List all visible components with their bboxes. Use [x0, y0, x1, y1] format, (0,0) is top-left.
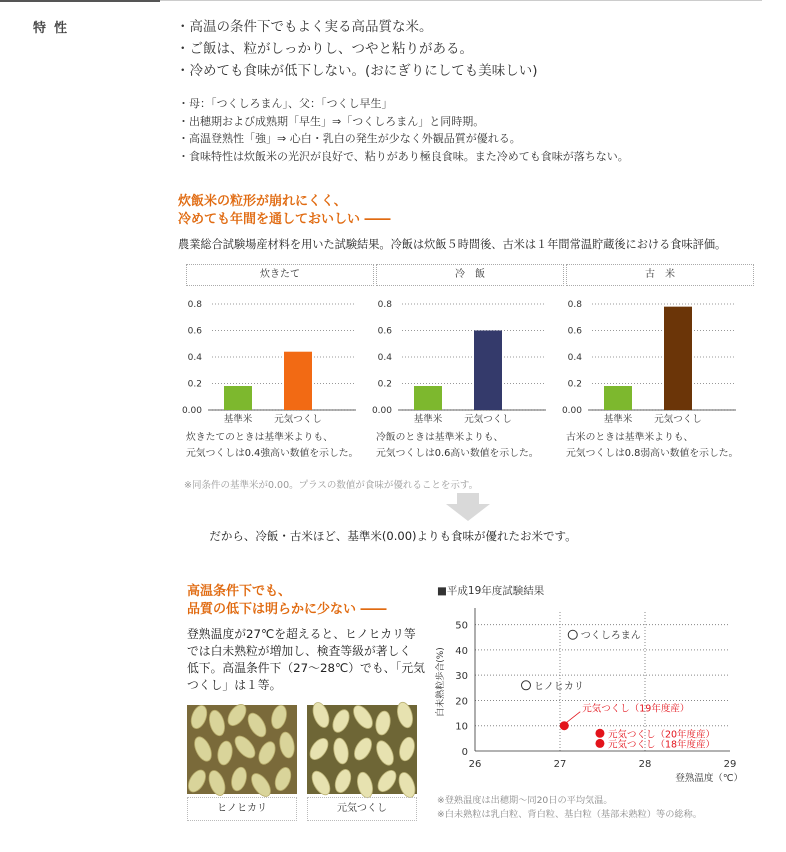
y-tick-label: 0.4	[377, 353, 392, 363]
detail-item: ・食味特性は炊飯米の光沢が良好で、粘りがあり極良食味。また冷めても食味が落ちない。	[178, 149, 629, 163]
bar	[604, 386, 632, 410]
x-tick-label: 28	[638, 759, 652, 770]
data-point	[522, 681, 531, 690]
bar-chart-fresh	[181, 290, 374, 428]
y-tick-label: 0.6	[187, 326, 202, 337]
y-tick-label: 0.00	[371, 406, 392, 416]
panel-caption: 炊きたてのときは基準米よりも、 元気つくしは0.4強高い数値を示した。	[186, 432, 359, 459]
category-label: 基準米	[223, 414, 253, 425]
bar	[664, 307, 692, 410]
photo-label-genki-tsukushi: 元気つくし	[307, 797, 417, 821]
rice-grains-image	[307, 705, 417, 794]
y-tick-label: 0.2	[567, 379, 582, 390]
taste-heading: 炊飯米の粒形が崩れにくく、 冷めても年間を通しておいしい ――	[178, 194, 391, 227]
y-tick-label: 0.4	[567, 353, 582, 363]
bar-panel-cold	[371, 264, 564, 462]
panel-tag: 冷 飯	[376, 264, 564, 286]
x-axis-label: 登熟温度（℃）	[675, 773, 743, 784]
detail-item: ・母：「つくしろまん」、父：「つくし早生」	[178, 97, 393, 110]
detail-item: ・高温登熟性「強」⇒ 心白・乳白の発生が少なく外観品質が優れる。	[178, 132, 521, 145]
scatter-chart	[430, 600, 760, 790]
category-label: 基準米	[413, 414, 443, 425]
y-tick-label: 50	[455, 620, 468, 632]
category-label: 基準米	[603, 414, 633, 425]
feature-item: ・冷めても食味が低下しない。(おにぎりにしても美味しい)	[176, 63, 538, 79]
bar	[224, 386, 252, 410]
section-label: 特性	[33, 21, 76, 36]
y-tick-label: 30	[455, 671, 468, 683]
rice-grains-image	[187, 705, 297, 794]
footnotes: ※登熟温度は出穂期〜同20日の平均気温。 ※白未熟粒は乳白粒、背白粒、基白粒（基部未熟粒）等の総称。	[437, 795, 702, 820]
photo-label-hinohikari: ヒノヒカリ	[187, 797, 297, 821]
y-tick-label: 0.8	[567, 300, 582, 310]
point-label: 元気つくし（20年度産）	[607, 729, 716, 741]
data-point	[595, 729, 604, 738]
panel-tag: 炊きたて	[186, 264, 374, 286]
data-point	[560, 721, 569, 730]
x-tick-label: 29	[723, 759, 737, 770]
taste-note: ※同条件の基準米が0.00。プラスの数値が食味が優れることを示す。	[184, 480, 479, 491]
taste-conclusion: だから、冷飯・古米ほど、基準米(0.00)よりも食味が優れたお米です。	[209, 529, 577, 543]
y-tick-label: 20	[455, 696, 468, 708]
bar	[474, 331, 502, 411]
y-tick-label: 0.00	[561, 406, 582, 416]
y-tick-label: 0.8	[377, 300, 392, 310]
bar	[414, 386, 442, 410]
top-rule-accent	[0, 0, 160, 2]
feature-item: ・ご飯は、粒がしっかりし、つやと粘りがある。	[176, 41, 473, 57]
detail-list	[178, 95, 629, 165]
feature-list	[176, 16, 538, 82]
y-tick-label: 0.2	[377, 379, 392, 390]
leader-line	[566, 712, 580, 723]
category-label: 元気つくし	[274, 414, 322, 425]
y-axis-label: 白未熟粒歩合(%)	[436, 647, 446, 717]
taste-lead: 農業総合試験場産材料を用いた試験結果。冷飯は炊飯５時間後、古米は１年間常温貯蔵後における食味評価。	[178, 238, 727, 251]
y-tick-label: 0.2	[187, 379, 202, 390]
data-point	[568, 630, 577, 639]
x-tick-label: 26	[468, 759, 482, 770]
y-tick-label: 0.00	[181, 406, 202, 416]
y-tick-label: 0.4	[187, 353, 202, 363]
point-label: つくしろまん	[580, 630, 641, 642]
x-tick-label: 27	[553, 759, 567, 770]
y-tick-label: 10	[455, 721, 468, 733]
data-point	[595, 739, 604, 748]
y-tick-label: 0.6	[567, 326, 582, 337]
category-label: 元気つくし	[654, 414, 702, 425]
detail-item: ・出穂期および成熟期「早生」⇒「つくしろまん」と同時期。	[178, 114, 485, 128]
category-label: 元気つくし	[464, 414, 512, 425]
point-label: 元気つくし（19年度産）	[582, 703, 690, 715]
rice-photo-hinohikari	[187, 705, 297, 794]
rice-photo-genki-tsukushi	[307, 705, 417, 794]
panel-tag: 古 米	[566, 264, 754, 286]
bar-panel-old	[561, 264, 754, 462]
bar-chart-cold	[371, 290, 564, 428]
bar-chart-old	[561, 290, 754, 428]
heat-paragraph: 登熟温度が27℃を超えると、ヒノヒカリ等 では白未熟粒が増加し、検査等級が著しく 低下。高温条件下（27〜28℃）でも、「元気 つくし」は１等。	[187, 627, 425, 692]
feature-item: ・高温の条件下でもよく実る高品質な米。	[176, 19, 433, 35]
point-label: ヒノヒカリ	[534, 681, 584, 693]
heat-heading: 高温条件下でも、 品質の低下は明らかに少ない ――	[187, 584, 387, 617]
point-label: 元気つくし（18年度産）	[607, 739, 716, 751]
down-arrow-icon	[446, 493, 490, 521]
y-tick-label: 0.6	[377, 326, 392, 337]
bar-panel-fresh	[181, 264, 374, 462]
y-tick-label: 0	[461, 747, 468, 758]
panel-caption: 古米のときは基準米よりも、 元気つくしは0.8弱高い数値を示した。	[566, 432, 739, 459]
y-tick-label: 0.8	[187, 300, 202, 310]
panel-caption: 冷飯のときは基準米よりも、 元気つくしは0.6高い数値を示した。	[376, 432, 539, 459]
bar	[284, 352, 312, 410]
y-tick-label: 40	[455, 645, 468, 657]
scatter-title: ■平成19年度試験結果	[437, 585, 545, 597]
